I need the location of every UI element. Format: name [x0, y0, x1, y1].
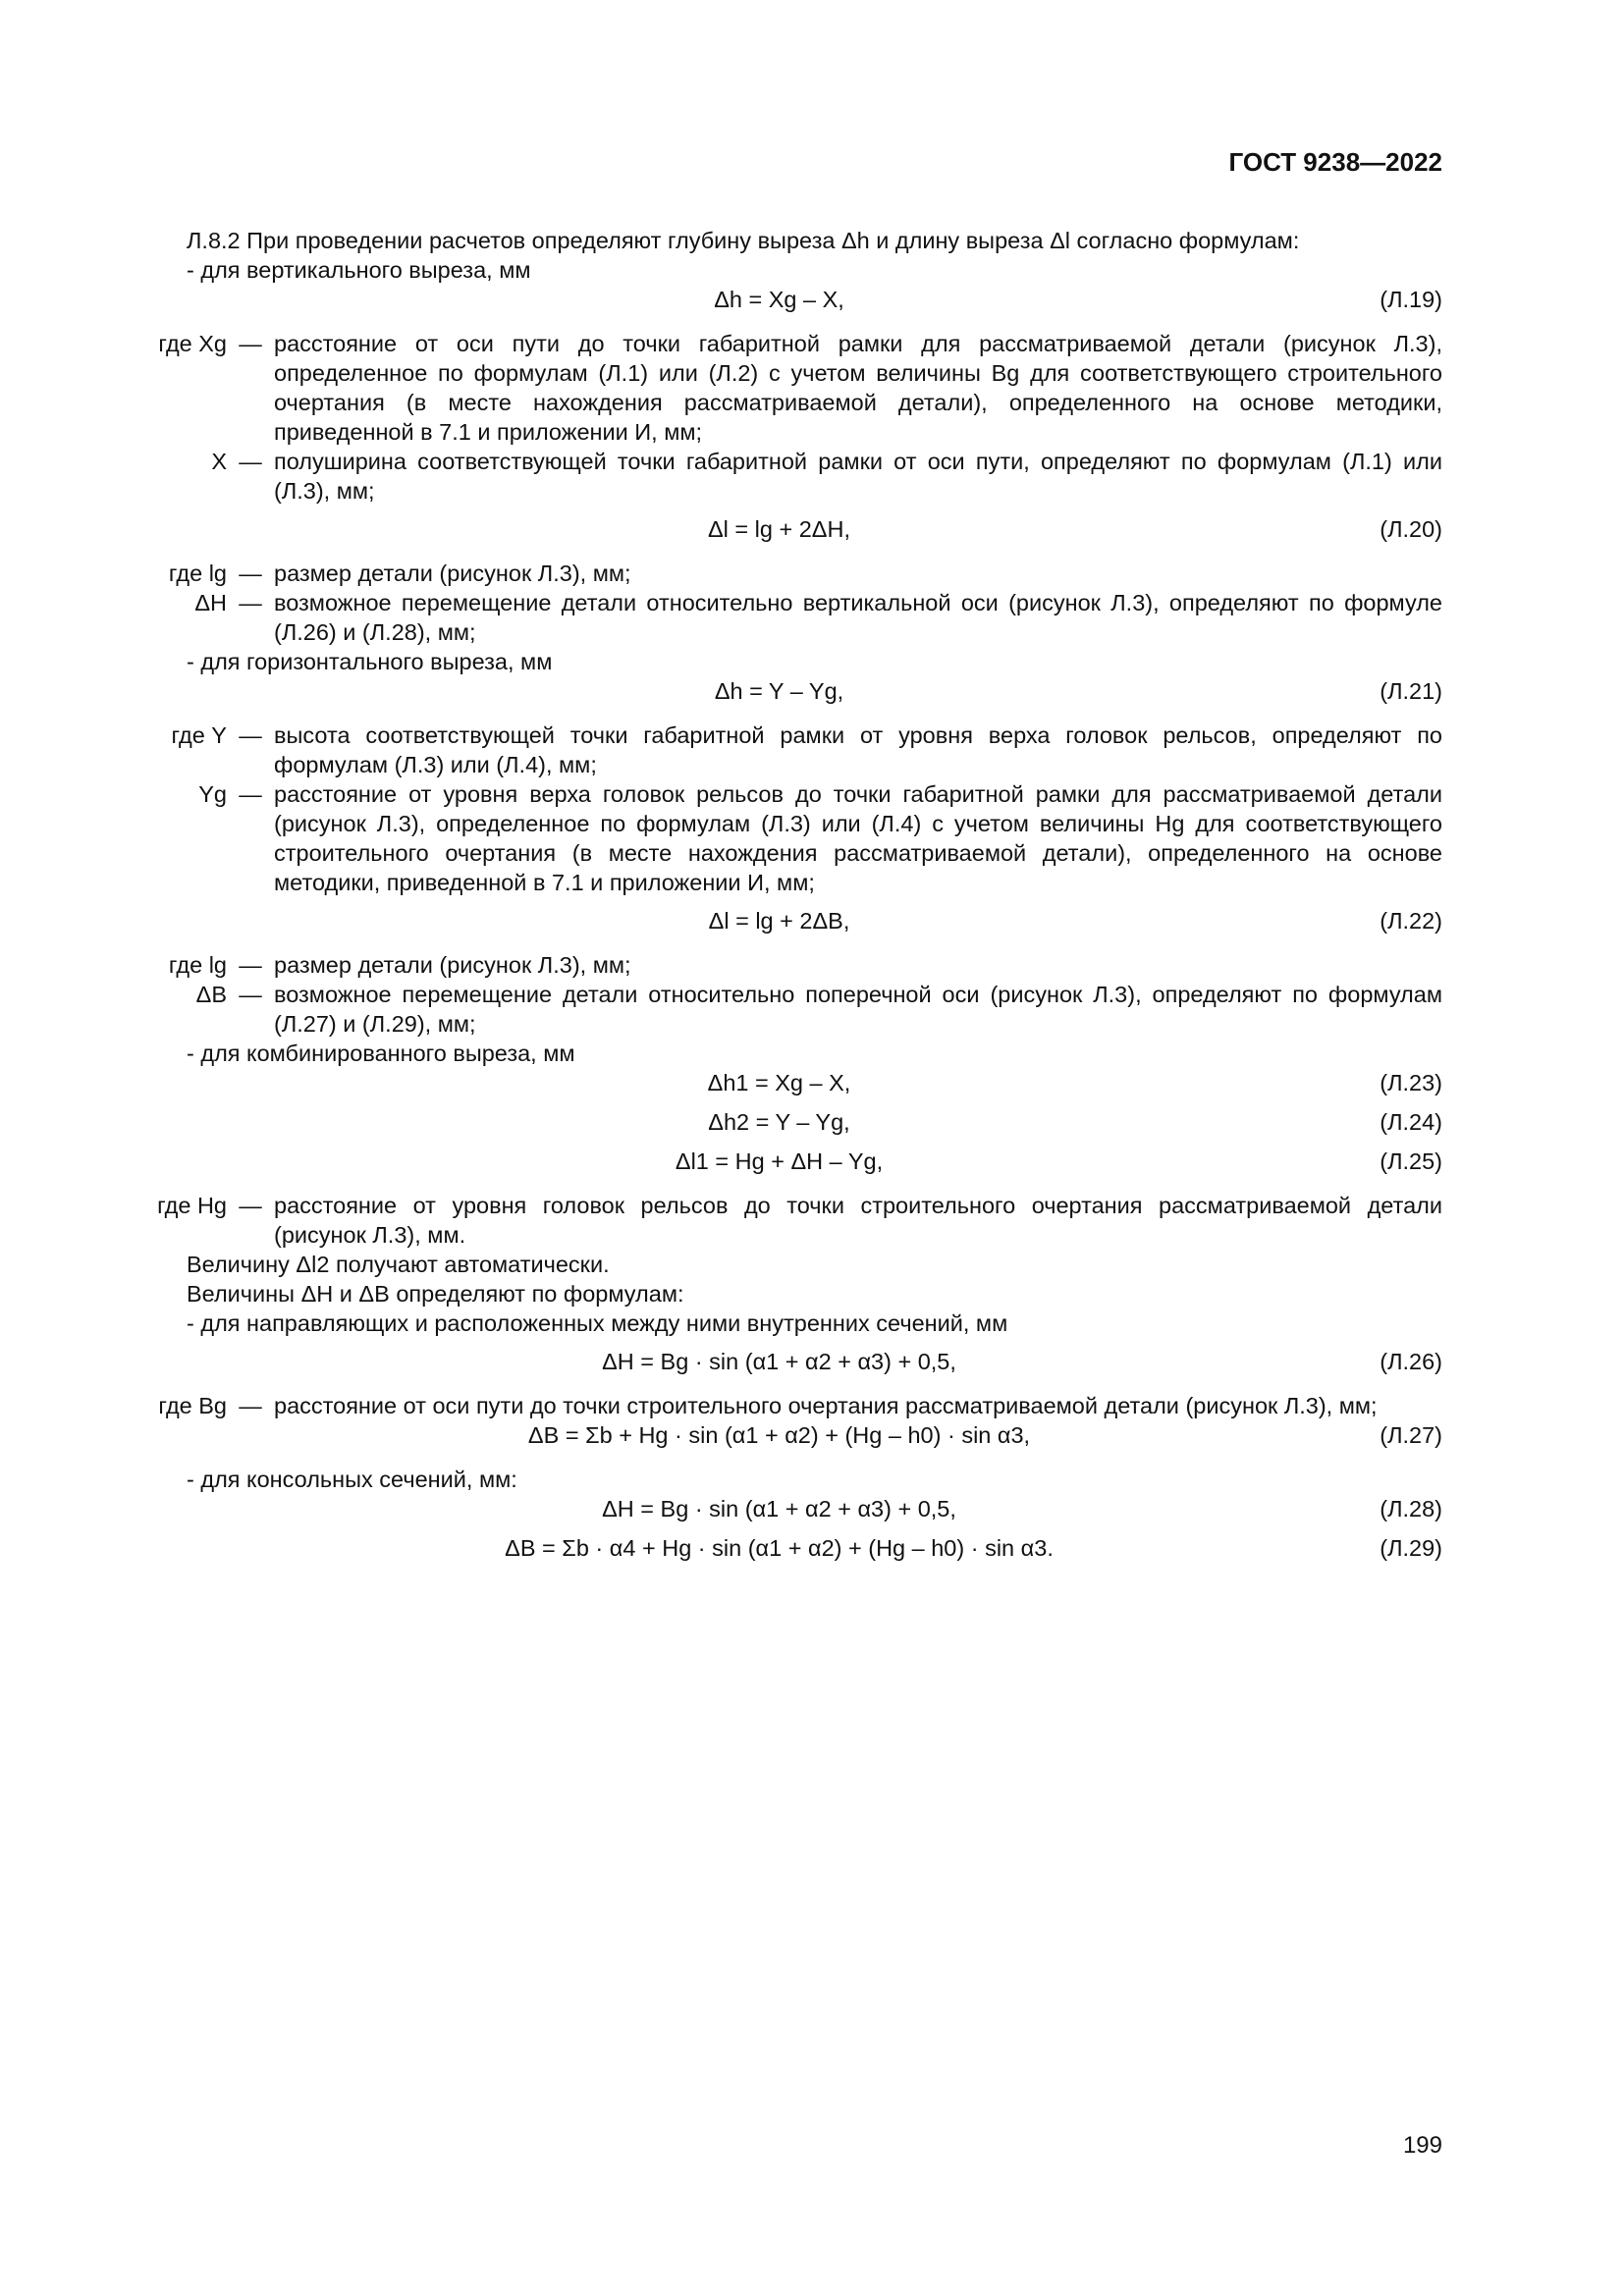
definition-xg: где Xg — расстояние от оси пути до точки габаритной рамки для рассматриваемой детали (рисунок Л.3), определенное по формулам (Л.1) или (Л.2) с учетом величины Bg для соответствующего строительного очертания (в месте нахождения рассматриваемой детали), определенного на основе методики, приведенной в 7.1 и приложении И, мм;	[116, 329, 1442, 447]
definition-text: расстояние от оси пути до точки строительного очертания рассматриваемой детали (рисунок Л.3), мм;	[274, 1393, 1378, 1418]
definition-text: возможное перемещение детали относительно вертикальной оси (рисунок Л.3), определяют по формуле (Л.26) и (Л.28), мм;	[274, 590, 1442, 645]
formula-l26	[116, 1347, 1442, 1377]
definition-text: полуширина соответствующей точки габаритной рамки от оси пути, определяют по формулам (Л.1) или (Л.3), мм;	[274, 449, 1442, 504]
definition-text: высота соответствующей точки габаритной рамки от уровня верха головок рельсов, определяют по формулам (Л.3) или (Л.4), мм;	[274, 722, 1442, 777]
definition-term: X	[211, 449, 227, 474]
definition-text: расстояние от оси пути до точки габаритной рамки для рассматриваемой детали (рисунок Л.3), определенное по формулам (Л.1) или (Л.2) с учетом величины Bg для соответствующего строительного очертания (в месте нахождения рассматриваемой детали), определенного на основе методики, приведенной в 7.1 и приложении И, мм;	[274, 331, 1442, 445]
formula-expression: Δh = Y – Yg,	[714, 678, 844, 704]
formula-number: (Л.25)	[1380, 1148, 1442, 1174]
paragraph-combined-cut: - для комбинированного выреза, мм	[187, 1041, 575, 1066]
definition-term: ΔB	[195, 982, 227, 1007]
formula-number: (Л.28)	[1380, 1496, 1442, 1522]
formula-l20	[116, 514, 1442, 545]
formula-expression: Δl1 = Hg + ΔH – Yg,	[675, 1148, 884, 1174]
definition-bg: где Bg — расстояние от оси пути до точки строительного очертания рассматриваемой детали (рисунок Л.3), мм;	[116, 1391, 1442, 1420]
formula-number: (Л.29)	[1380, 1535, 1442, 1561]
formula-l19	[116, 285, 1442, 315]
definition-text: размер детали (рисунок Л.3), мм;	[274, 952, 631, 978]
formula-expression: Δl = lg + 2ΔH,	[707, 516, 851, 542]
formula-expression: ΔH = Bg · sin (α1 + α2 + α3) + 0,5,	[602, 1496, 956, 1522]
page-header: ГОСТ 9238—2022	[1228, 147, 1442, 177]
formula-number: (Л.24)	[1380, 1109, 1442, 1135]
paragraph-values: Величины ΔH и ΔB определяют по формулам:	[187, 1281, 684, 1307]
definition-delta-h: ΔH — возможное перемещение детали относительно вертикальной оси (рисунок Л.3), определяют по формуле (Л.26) и (Л.28), мм;	[116, 588, 1442, 647]
definition-term: Yg	[198, 781, 227, 807]
definition-text: расстояние от уровня верха головок рельсов до точки габаритной рамки для рассматриваемой детали (рисунок Л.3), определенное по формулам (Л.3) или (Л.4) с учетом величины Hg для соответствующего строительного очертания (в месте нахождения рассматриваемой детали), определенного на основе методики, приведенной в 7.1 и приложении И, мм;	[274, 781, 1442, 895]
formula-number: (Л.20)	[1380, 516, 1442, 542]
formula-expression: ΔB = Σb · α4 + Hg · sin (α1 + α2) + (Hg – h0) · sin α3.	[505, 1535, 1054, 1561]
definition-delta-b: ΔB — возможное перемещение детали относительно поперечной оси (рисунок Л.3), определяют по формулам (Л.27) и (Л.29), мм;	[116, 980, 1442, 1039]
definition-x: X — полуширина соответствующей точки габаритной рамки от оси пути, определяют по формулам (Л.1) или (Л.3), мм;	[116, 447, 1442, 506]
definition-term: где Xg	[158, 331, 227, 356]
formula-expression: ΔB = Σb + Hg · sin (α1 + α2) + (Hg – h0) · sin α3,	[527, 1422, 1031, 1448]
formula-l23	[116, 1068, 1442, 1098]
formula-number: (Л.21)	[1380, 678, 1442, 704]
formula-expression: Δh1 = Xg – X,	[707, 1070, 851, 1095]
paragraph-intro: Л.8.2 При проведении расчетов определяют глубину выреза Δh и длину выреза Δl согласно формулам:	[187, 228, 1300, 253]
formula-number: (Л.22)	[1380, 908, 1442, 934]
formula-l29	[116, 1533, 1442, 1564]
formula-expression: Δh = Xg – X,	[714, 287, 844, 312]
paragraph-console: - для консольных сечений, мм:	[187, 1467, 517, 1492]
definition-text: расстояние от уровня головок рельсов до точки строительного очертания рассматриваемой детали (рисунок Л.3), мм.	[274, 1193, 1442, 1248]
paragraph-vertical-cut: - для вертикального выреза, мм	[187, 257, 531, 283]
definition-text: размер детали (рисунок Л.3), мм;	[274, 561, 631, 586]
formula-number: (Л.26)	[1380, 1349, 1442, 1374]
definition-lg: где lg — размер детали (рисунок Л.3), мм;	[116, 950, 1442, 980]
definition-term: ΔH	[194, 590, 227, 615]
formula-expression: Δl = lg + 2ΔB,	[708, 908, 850, 934]
formula-l27	[116, 1420, 1442, 1451]
formula-number: (Л.19)	[1380, 287, 1442, 312]
definition-text: возможное перемещение детали относительно поперечной оси (рисунок Л.3), определяют по формулам (Л.27) и (Л.29), мм;	[274, 982, 1442, 1037]
formula-l22	[116, 906, 1442, 936]
paragraph-guides: - для направляющих и расположенных между ними внутренних сечений, мм	[187, 1310, 1008, 1336]
definition-term: где Y	[171, 722, 227, 748]
formula-l28	[116, 1494, 1442, 1524]
definition-y: где Y — высота соответствующей точки габаритной рамки от уровня верха головок рельсов, определяют по формулам (Л.3) или (Л.4), мм;	[116, 721, 1442, 779]
definition-lg: где lg — размер детали (рисунок Л.3), мм;	[116, 559, 1442, 588]
page-number: 199	[1402, 2132, 1442, 2159]
definition-yg: Yg — расстояние от уровня верха головок рельсов до точки габаритной рамки для рассматриваемой детали (рисунок Л.3), определенное по формулам (Л.3) или (Л.4) с учетом величины Hg для соответствующего строительного очертания (в месте нахождения рассматриваемой детали), определенного на основе методики, приведенной в 7.1 и приложении И, мм;	[116, 779, 1442, 897]
definition-hg: где Hg — расстояние от уровня головок рельсов до точки строительного очертания рассматриваемой детали (рисунок Л.3), мм.	[116, 1191, 1442, 1250]
formula-number: (Л.23)	[1380, 1070, 1442, 1095]
document-body	[116, 226, 1442, 1564]
formula-number: (Л.27)	[1380, 1422, 1442, 1448]
formula-l24	[116, 1107, 1442, 1138]
formula-expression: ΔH = Bg · sin (α1 + α2 + α3) + 0,5,	[602, 1349, 956, 1374]
paragraph-l2: Величину Δl2 получают автоматически.	[187, 1252, 610, 1277]
formula-l25	[116, 1147, 1442, 1177]
paragraph-horizontal-cut: - для горизонтального выреза, мм	[187, 649, 553, 674]
definition-term: где Hg	[157, 1193, 227, 1218]
formula-l21	[116, 676, 1442, 707]
formula-expression: Δh2 = Y – Yg,	[708, 1109, 850, 1135]
definition-term: где lg	[168, 952, 227, 978]
definition-term: где Bg	[158, 1393, 227, 1418]
definition-term: где lg	[168, 561, 227, 586]
